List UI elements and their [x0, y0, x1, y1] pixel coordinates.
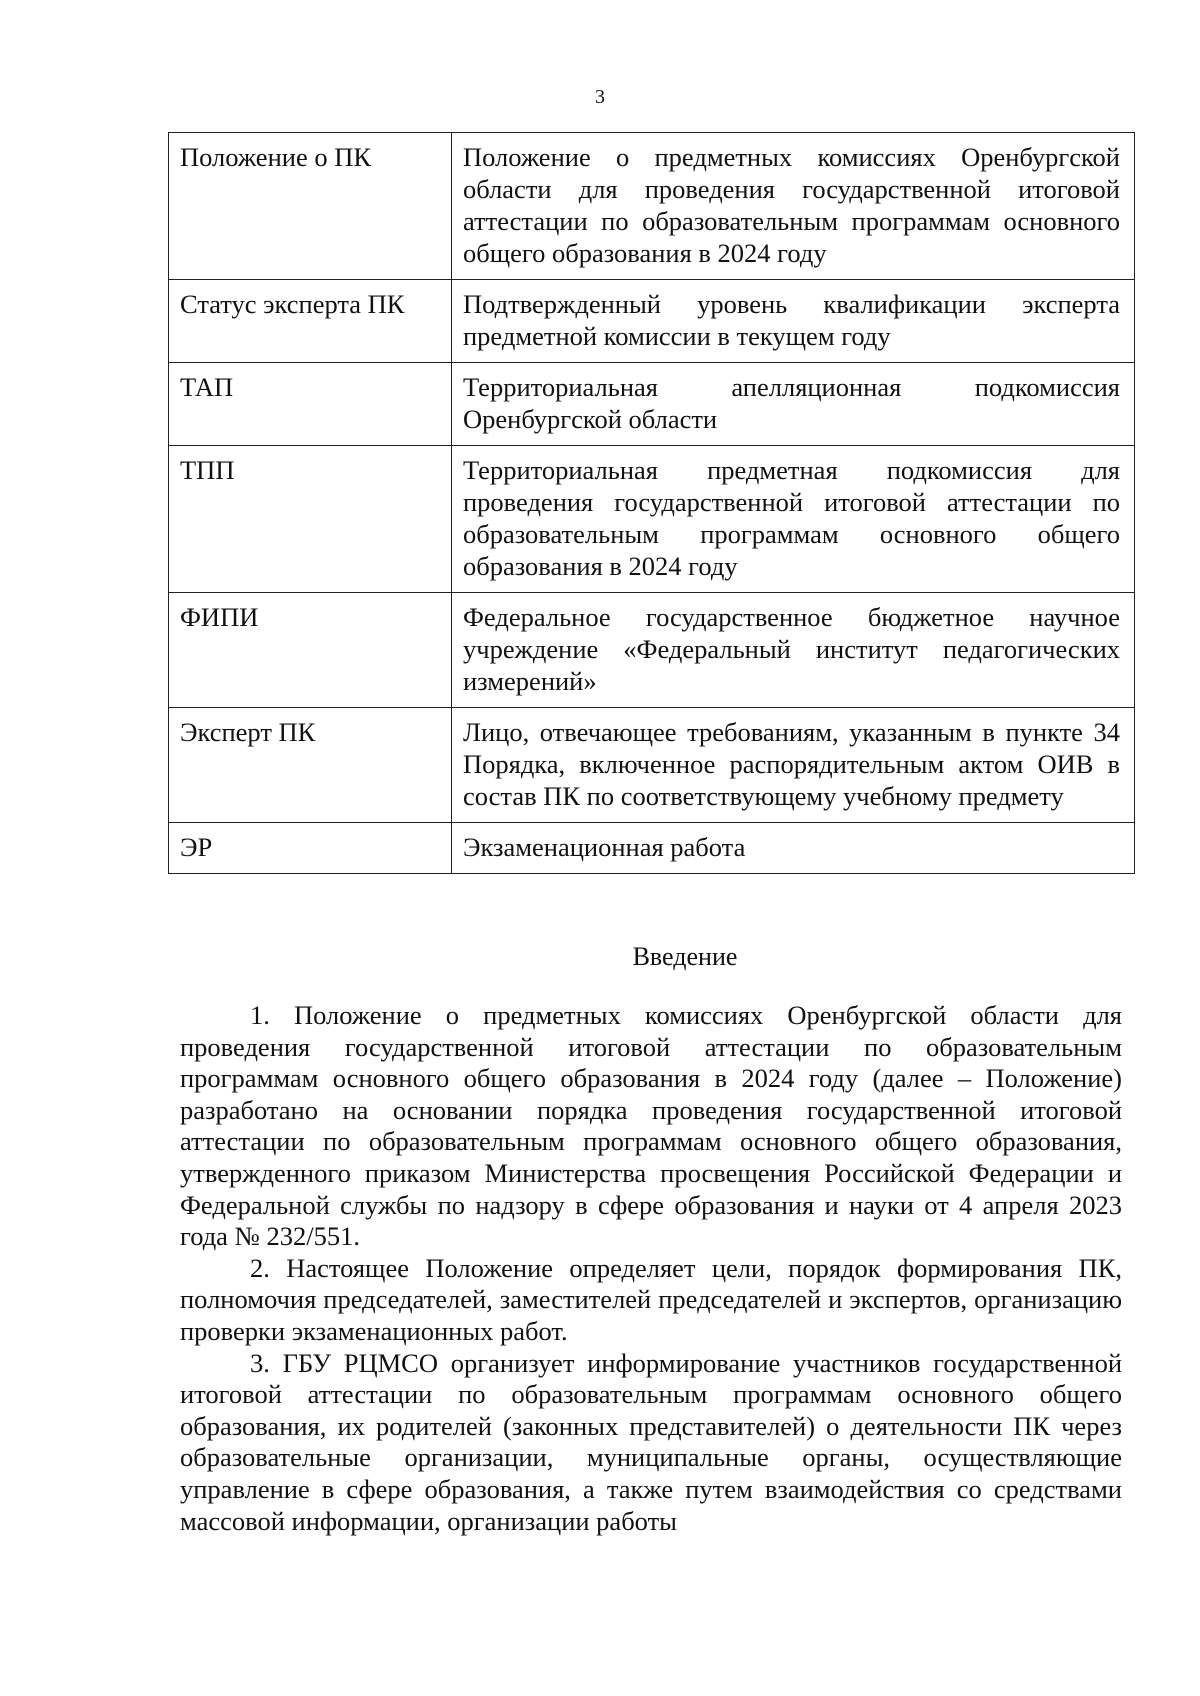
page-number: 3	[595, 86, 605, 108]
abbreviation-definition: Территориальная предметная подкомиссия для проведения государственной итоговой аттестации по образовательным программам основного общего образования в 2024 году	[452, 446, 1135, 593]
abbreviation-definition: Территориальная апелляционная подкомиссия Оренбургской области	[452, 363, 1135, 446]
abbreviation-term: Эксперт ПК	[169, 708, 452, 823]
paragraph: 1. Положение о предметных комиссиях Оренбургской области для проведения государственной итоговой аттестации по образовательным программам основного общего образования в 2024 году (далее – Положение) разработано на основании порядка проведения государственной итоговой аттестации по образовательным программам основного общего образования, утвержденного приказом Министерства просвещения Российской Федерации и Федеральной службы по надзору в сфере образования и науки от 4 апреля 2023 года № 232/551.	[180, 1000, 1122, 1252]
table-row	[169, 593, 1135, 708]
table-row	[169, 363, 1135, 446]
abbreviation-term: Положение о ПК	[169, 133, 452, 280]
table-row	[169, 708, 1135, 823]
abbreviation-definition: Федеральное государственное бюджетное научное учреждение «Федеральный институт педагогических измерений»	[452, 593, 1135, 708]
section-heading: Введение	[632, 942, 738, 971]
abbreviation-term: ТАП	[169, 363, 452, 446]
paragraph: 2. Настоящее Положение определяет цели, порядок формирования ПК, полномочия председателей, заместителей председателей и экспертов, организацию проверки экзаменационных работ.	[180, 1252, 1122, 1346]
table-row	[169, 446, 1135, 593]
abbreviation-definition: Экзаменационная работа	[452, 823, 1135, 874]
table-row	[169, 280, 1135, 363]
abbreviation-term: Статус эксперта ПК	[169, 280, 452, 363]
body-text	[180, 1000, 1122, 1537]
paragraph: 3. ГБУ РЦМСО организует информирование участников государственной итоговой аттестации по образовательным программам основного общего образования, их родителей (законных представителей) о деятельности ПК через образовательные организации, муниципальные органы, осуществляющие управление в сфере образования, а также путем взаимодействия со средствами массовой информации, организации работы	[180, 1347, 1122, 1536]
table-row	[169, 133, 1135, 280]
abbreviation-term: ФИПИ	[169, 593, 452, 708]
abbreviation-definition: Положение о предметных комиссиях Оренбургской области для проведения государственной итоговой аттестации по образовательным программам основного общего образования в 2024 году	[452, 133, 1135, 280]
abbreviations-table	[168, 132, 1135, 874]
abbreviation-term: ЭР	[169, 823, 452, 874]
table-row	[169, 823, 1135, 874]
abbreviation-term: ТПП	[169, 446, 452, 593]
abbreviation-definition: Лицо, отвечающее требованиям, указанным в пункте 34 Порядка, включенное распорядительным актом ОИВ в состав ПК по соответствующему учебному предмету	[452, 708, 1135, 823]
abbreviation-definition: Подтвержденный уровень квалификации эксперта предметной комиссии в текущем году	[452, 280, 1135, 363]
